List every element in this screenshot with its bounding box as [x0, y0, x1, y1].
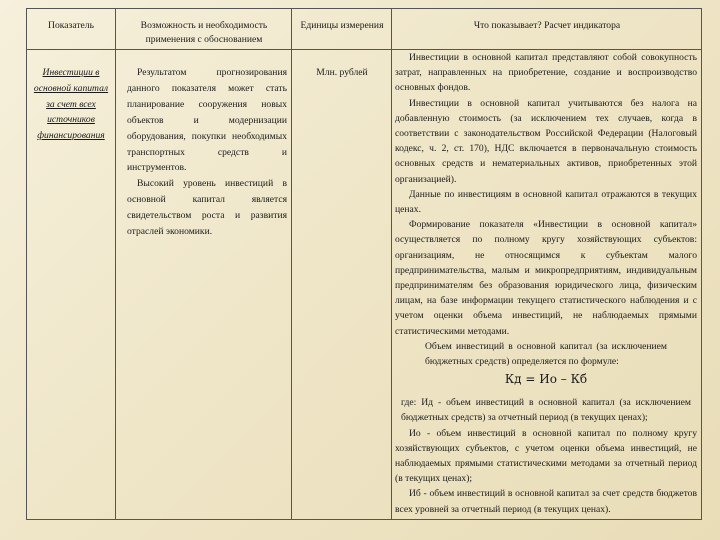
column-divider — [115, 9, 116, 519]
description-paragraph: Формирование показателя «Инвестиции в основной капитал» осуществляется по полному кругу хозяйствующих субъектов: организациям, не относящимся к субъектам малого предпринимательства, малым и микропредприятиям, индивидуальным предпринимателям без образования юридического лица, физическим лицам, на базе информации текущего статистического наблюдения и с учетом оценки объема инвестиций, не наблюдаемых прямыми статистическими методами. — [395, 219, 697, 337]
indicator-table — [26, 8, 702, 520]
column-divider — [291, 9, 292, 519]
formula-intro: Объем инвестиций в основной капитал (за исключением бюджетных средств) определяется по формуле: — [425, 340, 667, 368]
header-indicator: Показатель — [48, 20, 94, 31]
rationale-paragraph: Результатом прогнозирования данного показателя может стать планирование сооружения новых объектов и модернизации оборудования, покупки необходимых транспортных средств и инструментов. — [127, 67, 287, 174]
header-unit: Единицы измерения — [300, 20, 384, 31]
indicator-name: Инвестиции в основной капитал за счет всех источников финансирования — [33, 67, 109, 142]
column-divider — [391, 9, 392, 519]
rationale-paragraph: Высокий уровень инвестиций в основной капитал является свидетельством роста и развития отраслей экономики. — [127, 178, 287, 238]
formula-where-3: Иб - объем инвестиций в основной капитал за счет средств бюджетов всех уровней за отчетный период (в текущих ценах). — [395, 488, 697, 515]
description-paragraph: Данные по инвестициям в основной капитал отражаются в текущих ценах. — [395, 188, 697, 216]
formula: Кд = Ио – Кб — [504, 372, 588, 387]
formula-where-1: где: Ид - объем инвестиций в основной капитал (за исключением бюджетных средств) за отчетный период (в текущих ценах); — [401, 397, 691, 424]
header-rationale: Возможность и необходимость применения с обоснованием — [140, 20, 268, 45]
unit-value: Млн. рублей — [316, 67, 368, 78]
description-text — [395, 50, 697, 517]
formula-where-2: Ио - объем инвестиций в основной капитал по полному кругу хозяйствующих субъектов, с учетом оценки объема инвестиций, не наблюдаемых прямыми статистическими методами за отчетный период (в текущих ценах); — [395, 427, 697, 485]
description-paragraph: Инвестиции в основной капитал представляют собой совокупность затрат, направленных на приобретение, создание и воспроизводство основных фондов. — [395, 52, 697, 94]
rationale-text — [127, 65, 287, 240]
header-description: Что показывает? Расчет индикатора — [473, 20, 621, 31]
description-paragraph: Инвестиции в основной капитал учитываются без налога на добавленную стоимость (за исключением тех случаев, когда в соответствии с законодательством Российской Федерации (Налоговый кодекс, ч. 2, ст. 170), НДС включается в первоначальную стоимость основных средств и нематериальных активов, приобретенных этой организацией). — [395, 97, 697, 185]
